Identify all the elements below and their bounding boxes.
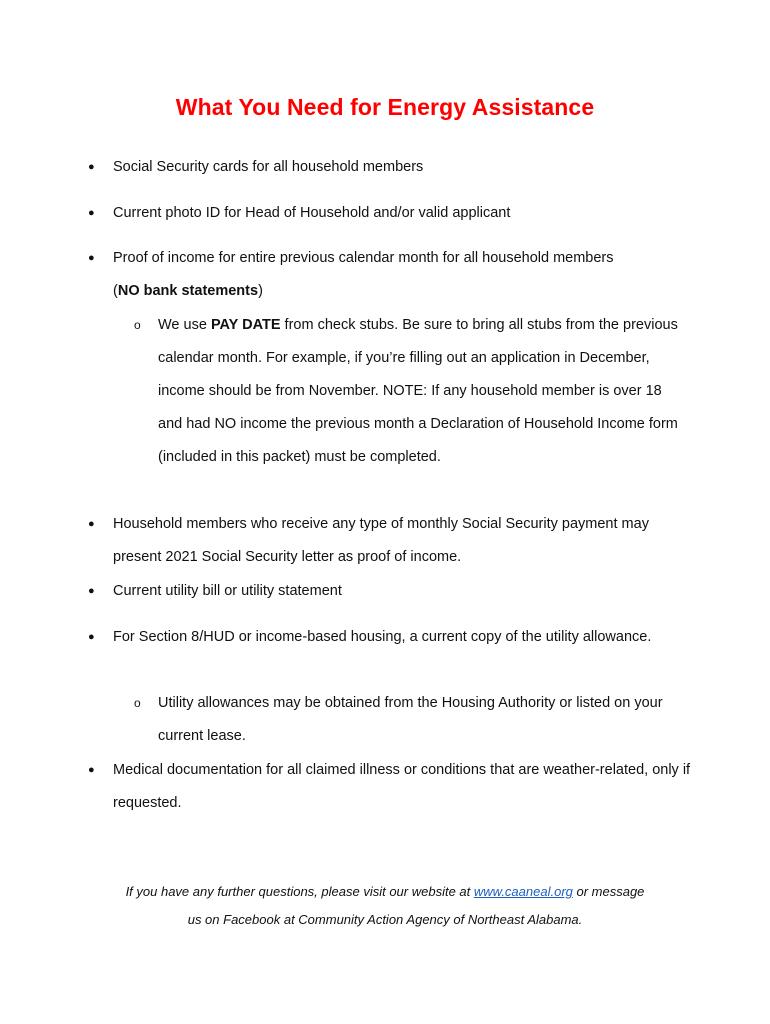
footer-text: If you have any further questions, please visit our website at [125,884,474,899]
bullet-icon: ● [88,161,95,173]
list-item [88,197,693,230]
item-text-close: ) [258,283,263,299]
item-text: Utility allowances may be obtained from the Housing Authority or listed on your current lease. [158,695,663,744]
item-text-after: from check stubs. Be sure to bring all stubs from the previous calendar month. For example, if you’re filling out an application in December, income should be from November. NOTE: If any household member is over 18 and had NO income the previous month a Declaration of Household Income form (included in this packet) must be completed. [158,317,678,465]
item-text: Current utility bill or utility statement [113,583,342,599]
circle-bullet-icon: o [134,318,141,332]
sub-list-item [134,687,688,753]
footer-text-after: or message [572,884,645,899]
item-text-open: ( [113,283,118,299]
list-item [88,242,693,308]
website-link[interactable]: www.caaneal.org [473,884,573,899]
page-title: What You Need for Energy Assistance [175,94,595,120]
list-item [88,754,693,820]
list-item [88,151,693,184]
list-item [88,575,693,608]
bullet-icon: ● [88,631,95,643]
item-text-bold: NO bank statements [117,283,259,299]
footer-line-2: us on Facebook at Community Action Agency of Northeast Alabama. [187,912,583,927]
bullet-icon: ● [88,764,95,776]
bullet-icon: ● [88,207,95,219]
item-text: Current photo ID for Head of Household and/or valid applicant [113,205,511,221]
item-text: Medical documentation for all claimed illness or conditions that are weather-related, only if requested. [113,762,691,811]
list-item [88,621,693,654]
item-text: We use [158,317,211,333]
item-text: Household members who receive any type of monthly Social Security payment may present 2021 Social Security letter as proof of income. [113,516,649,565]
item-text-bold: PAY DATE [210,317,281,333]
footer-line-1 [0,878,770,906]
bullet-icon: ● [88,252,95,264]
item-text: Proof of income for entire previous calendar month for all household members [113,250,614,266]
sub-list-item [134,309,688,474]
circle-bullet-icon: o [134,696,141,710]
list-item [88,508,693,574]
item-text: For Section 8/HUD or income-based housing, a current copy of the utility allowance. [113,629,652,645]
bullet-icon: ● [88,585,95,597]
bullet-icon: ● [88,518,95,530]
item-text: Social Security cards for all household members [113,159,424,175]
footer-note [0,878,770,934]
